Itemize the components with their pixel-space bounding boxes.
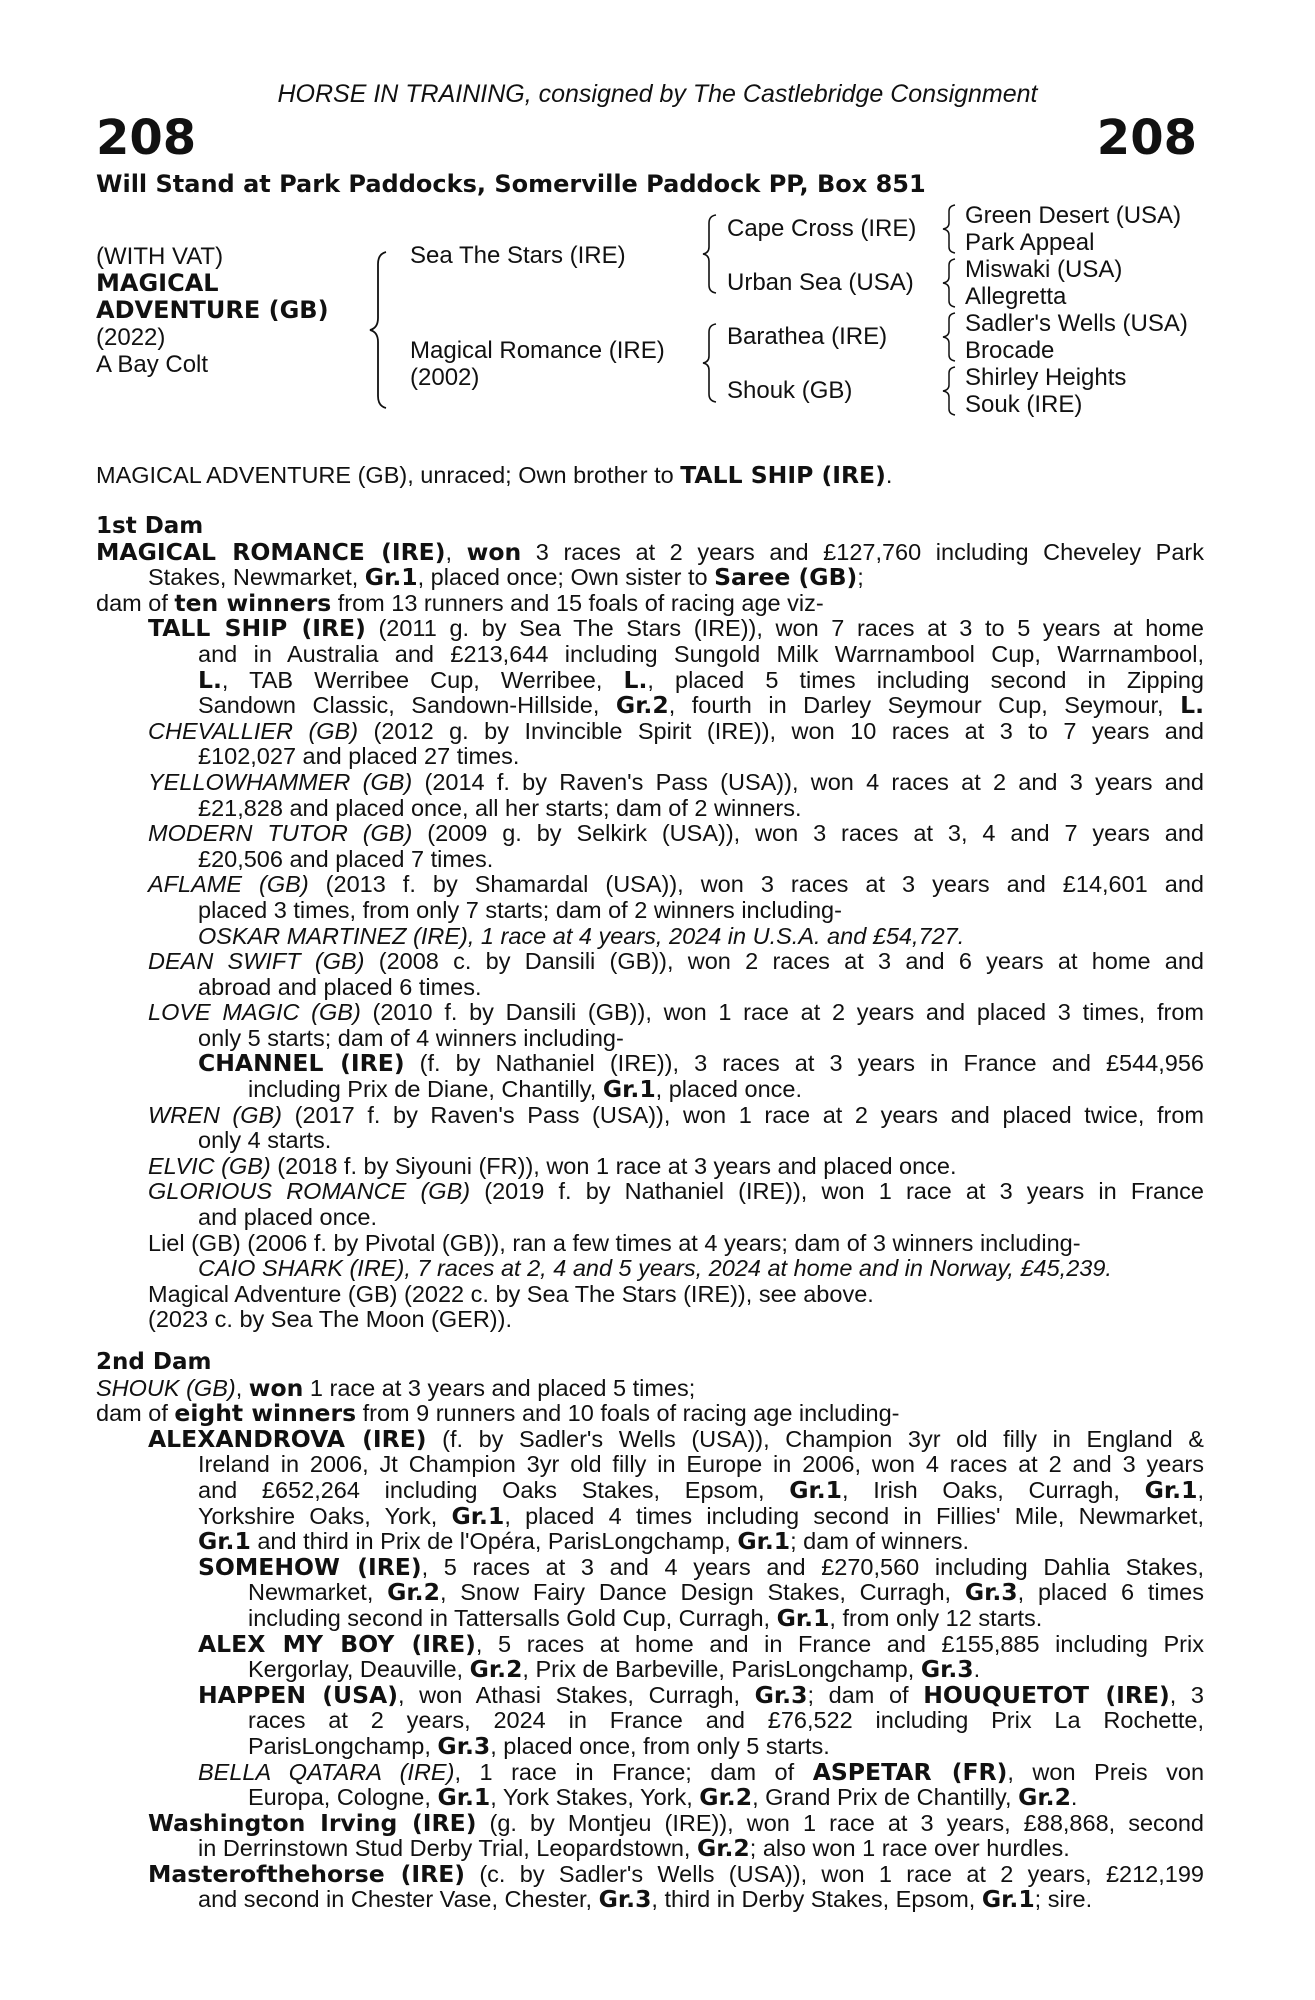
dd-sire: Shirley Heights bbox=[965, 364, 1127, 391]
produce-entry: CHANNEL (IRE) (f. by Nathaniel (IRE)), 3 races at 3 years in France and £544,956 bbox=[198, 1049, 1204, 1078]
dd-dam: Souk (IRE) bbox=[965, 391, 1083, 418]
stand-location: Will Stand at Park Paddocks, Somerville Paddock PP, Box 851 bbox=[96, 170, 926, 198]
dam-name: Magical Romance (IRE) bbox=[410, 337, 665, 364]
produce-entry: £102,027 and placed 27 times. bbox=[198, 743, 520, 770]
produce-entry: L., TAB Werribee Cup, Werribee, L., placed 5 times including second in Zipping bbox=[198, 665, 1204, 694]
pedigree-brace-main bbox=[368, 250, 392, 410]
produce-entry: Masterofthehorse (IRE) (c. by Sadler's Wells (USA)), won 1 race at 2 years, £212,199 bbox=[148, 1859, 1204, 1888]
produce-entry: £20,506 and placed 7 times. bbox=[198, 845, 494, 872]
first-dam-heading: 1st Dam bbox=[96, 513, 204, 539]
produce-entry: races at 2 years, 2024 in France and £76,522 including Prix La Rochette, bbox=[248, 1707, 1204, 1734]
dam1-line: MAGICAL ROMANCE (IRE), won 3 races at 2 years and £127,760 including Cheveley Park bbox=[96, 537, 1205, 566]
sire-sire: Cape Cross (IRE) bbox=[727, 215, 917, 242]
horse-year: (2022) bbox=[96, 324, 166, 351]
second-dam-heading: 2nd Dam bbox=[96, 1349, 212, 1375]
produce-entry: HAPPEN (USA), won Athasi Stakes, Curragh, Gr.3; dam of HOUQUETOT (IRE), 3 bbox=[198, 1680, 1204, 1709]
pedigree-brace-4c bbox=[940, 311, 960, 363]
produce-entry: CAIO SHARK (IRE), 7 races at 2, 4 and 5 years, 2024 at home and in Norway, £45,239. bbox=[198, 1255, 1112, 1282]
produce-entry: including Prix de Diane, Chantilly, Gr.1, placed once. bbox=[248, 1075, 802, 1104]
produce-entry: TALL SHIP (IRE) (2011 g. by Sea The Stars (IRE)), won 7 races at 3 to 5 years at home bbox=[148, 614, 1205, 643]
produce-entry: OSKAR MARTINEZ (IRE), 1 race at 4 years, 2024 in U.S.A. and £54,727. bbox=[198, 922, 965, 949]
ds-dam: Brocade bbox=[965, 337, 1055, 364]
produce-entry: Liel (GB) (2006 f. by Pivotal (GB)), ran a few times at 4 years; dam of 3 winners including- bbox=[148, 1229, 1081, 1256]
pedigree-brace-sire bbox=[700, 213, 720, 295]
produce-entry: and second in Chester Vase, Chester, Gr.3, third in Derby Stakes, Epsom, Gr.1; sire. bbox=[198, 1885, 1093, 1914]
produce-entry: MODERN TUTOR (GB) (2009 g. by Selkirk (USA)), won 3 races at 3, 4 and 7 years and bbox=[148, 820, 1204, 847]
produce-entry: AFLAME (GB) (2013 f. by Shamardal (USA)), won 3 races at 3 years and £14,601 and bbox=[148, 871, 1204, 898]
dam-sire: Barathea (IRE) bbox=[727, 323, 888, 350]
produce-entry: in Derrinstown Stud Derby Trial, Leopardstown, Gr.2; also won 1 race over hurdles. bbox=[198, 1834, 1070, 1863]
sire-name: Sea The Stars (IRE) bbox=[410, 242, 626, 269]
produce-entry: ALEX MY BOY (IRE), 5 races at home and in France and £155,885 including Prix bbox=[198, 1629, 1204, 1658]
produce-entry: Magical Adventure (GB) (2022 c. by Sea The Stars (IRE)), see above. bbox=[148, 1280, 874, 1307]
produce-entry: LOVE MAGIC (GB) (2010 f. by Dansili (GB)), won 1 race at 2 years and placed 3 times, from bbox=[148, 999, 1204, 1026]
dam-year: (2002) bbox=[410, 364, 480, 391]
horse-name-line2: ADVENTURE (GB) bbox=[96, 296, 329, 324]
produce-entry: Gr.1 and third in Prix de l'Opéra, ParisLongchamp, Gr.1; dam of winners. bbox=[198, 1527, 970, 1556]
produce-entry: Washington Irving (IRE) (g. by Montjeu (IRE)), won 1 race at 3 years, £88,868, second bbox=[148, 1808, 1204, 1837]
produce-entry: SOMEHOW (IRE), 5 races at 3 and 4 years and £270,560 including Dahlia Stakes, bbox=[198, 1552, 1204, 1581]
produce-entry: Europa, Cologne, Gr.1, York Stakes, York, Gr.2, Grand Prix de Chantilly, Gr.2. bbox=[248, 1783, 1078, 1812]
produce-entry: WREN (GB) (2017 f. by Raven's Pass (USA)), won 1 race at 2 years and placed twice, from bbox=[148, 1101, 1204, 1128]
vat-note: (WITH VAT) bbox=[96, 243, 224, 270]
produce-entry: Sandown Classic, Sandown-Hillside, Gr.2, fourth in Darley Seymour Cup, Seymour, L. bbox=[198, 691, 1205, 720]
produce-entry: placed 3 times, from only 7 starts; dam of 2 winners including- bbox=[198, 896, 842, 923]
produce-entry: Newmarket, Gr.2, Snow Fairy Dance Design Stakes, Curragh, Gr.3, placed 6 times bbox=[248, 1578, 1204, 1607]
produce-entry: Kergorlay, Deauville, Gr.2, Prix de Barbeville, ParisLongchamp, Gr.3. bbox=[248, 1655, 981, 1684]
dam2-line: SHOUK (GB), won 1 race at 3 years and placed 5 times; bbox=[96, 1373, 696, 1402]
dam2-line: dam of eight winners from 9 runners and 10 foals of racing age including- bbox=[96, 1399, 900, 1428]
dam1-line: Stakes, Newmarket, Gr.1, placed once; Own sister to Saree (GB); bbox=[148, 563, 864, 592]
second-dam-section bbox=[96, 1350, 1204, 1913]
produce-entry: ALEXANDROVA (IRE) (f. by Sadler's Wells (USA)), Champion 3yr old filly in England & bbox=[148, 1424, 1204, 1453]
pedigree-brace-4b bbox=[940, 257, 960, 309]
produce-entry: YELLOWHAMMER (GB) (2014 f. by Raven's Pass (USA)), won 4 races at 2 and 3 years and bbox=[148, 768, 1204, 795]
produce-entry: £21,828 and placed once, all her starts; dam of 2 winners. bbox=[198, 794, 802, 821]
dam-dam: Shouk (GB) bbox=[727, 377, 853, 404]
lot-number-right: 208 bbox=[1096, 110, 1197, 166]
horse-name-line1: MAGICAL bbox=[96, 269, 219, 297]
pedigree-brace-4d bbox=[940, 365, 960, 417]
consignment-line: HORSE IN TRAINING, consigned by The Castlebridge Consignment bbox=[277, 80, 1038, 108]
lot-number-left: 208 bbox=[96, 110, 197, 166]
dam1-line: dam of ten winners from 13 runners and 15 foals of racing age viz- bbox=[96, 588, 824, 617]
produce-entry: including second in Tattersalls Gold Cup, Curragh, Gr.1, from only 12 starts. bbox=[248, 1603, 1043, 1632]
produce-entry: CHEVALLIER (GB) (2012 g. by Invincible Spirit (IRE)), won 10 races at 3 to 7 years and bbox=[148, 717, 1204, 744]
pedigree-brace-dam bbox=[700, 322, 720, 404]
produce-entry: and in Australia and £213,644 including Sungold Milk Warrnambool Cup, Warrnambool, bbox=[198, 640, 1204, 667]
produce-entry: Yorkshire Oaks, York, Gr.1, placed 4 times including second in Fillies' Mile, Newmarket, bbox=[198, 1501, 1204, 1530]
produce-entry: DEAN SWIFT (GB) (2008 c. by Dansili (GB)), won 2 races at 3 and 6 years at home and bbox=[148, 948, 1204, 975]
produce-entry: only 5 starts; dam of 4 winners including- bbox=[198, 1024, 624, 1051]
ss-sire: Green Desert (USA) bbox=[965, 202, 1182, 229]
intro-line: MAGICAL ADVENTURE (GB), unraced; Own brother to TALL SHIP (IRE). bbox=[96, 461, 893, 489]
produce-entry: ELVIC (GB) (2018 f. by Siyouni (FR)), won 1 race at 3 years and placed once. bbox=[148, 1152, 957, 1179]
produce-entry: ParisLongchamp, Gr.3, placed once, from only 5 starts. bbox=[248, 1731, 830, 1760]
produce-entry: BELLA QATARA (IRE), 1 race in France; dam of ASPETAR (FR), won Preis von bbox=[198, 1757, 1205, 1786]
horse-sex: A Bay Colt bbox=[96, 351, 209, 378]
produce-entry: GLORIOUS ROMANCE (GB) (2019 f. by Nathaniel (IRE)), won 1 race at 3 years in France bbox=[148, 1178, 1204, 1205]
produce-entry: abroad and placed 6 times. bbox=[198, 973, 482, 1000]
produce-entry: Ireland in 2006, Jt Champion 3yr old filly in Europe in 2006, won 4 races at 2 and 3 years bbox=[198, 1451, 1204, 1478]
sire-dam: Urban Sea (USA) bbox=[727, 269, 914, 296]
produce-entry: and £652,264 including Oaks Stakes, Epsom, Gr.1, Irish Oaks, Curragh, Gr.1, bbox=[198, 1475, 1204, 1504]
first-dam-section bbox=[96, 514, 1204, 1333]
ds-sire: Sadler's Wells (USA) bbox=[965, 310, 1188, 337]
produce-entry: and placed once. bbox=[198, 1204, 378, 1231]
ss-dam: Park Appeal bbox=[965, 229, 1095, 256]
produce-entry: only 4 starts. bbox=[198, 1127, 332, 1154]
sd-sire: Miswaki (USA) bbox=[965, 256, 1123, 283]
pedigree-brace-4a bbox=[940, 203, 960, 255]
produce-entry: (2023 c. by Sea The Moon (GER)). bbox=[148, 1306, 512, 1333]
sd-dam: Allegretta bbox=[965, 283, 1067, 310]
